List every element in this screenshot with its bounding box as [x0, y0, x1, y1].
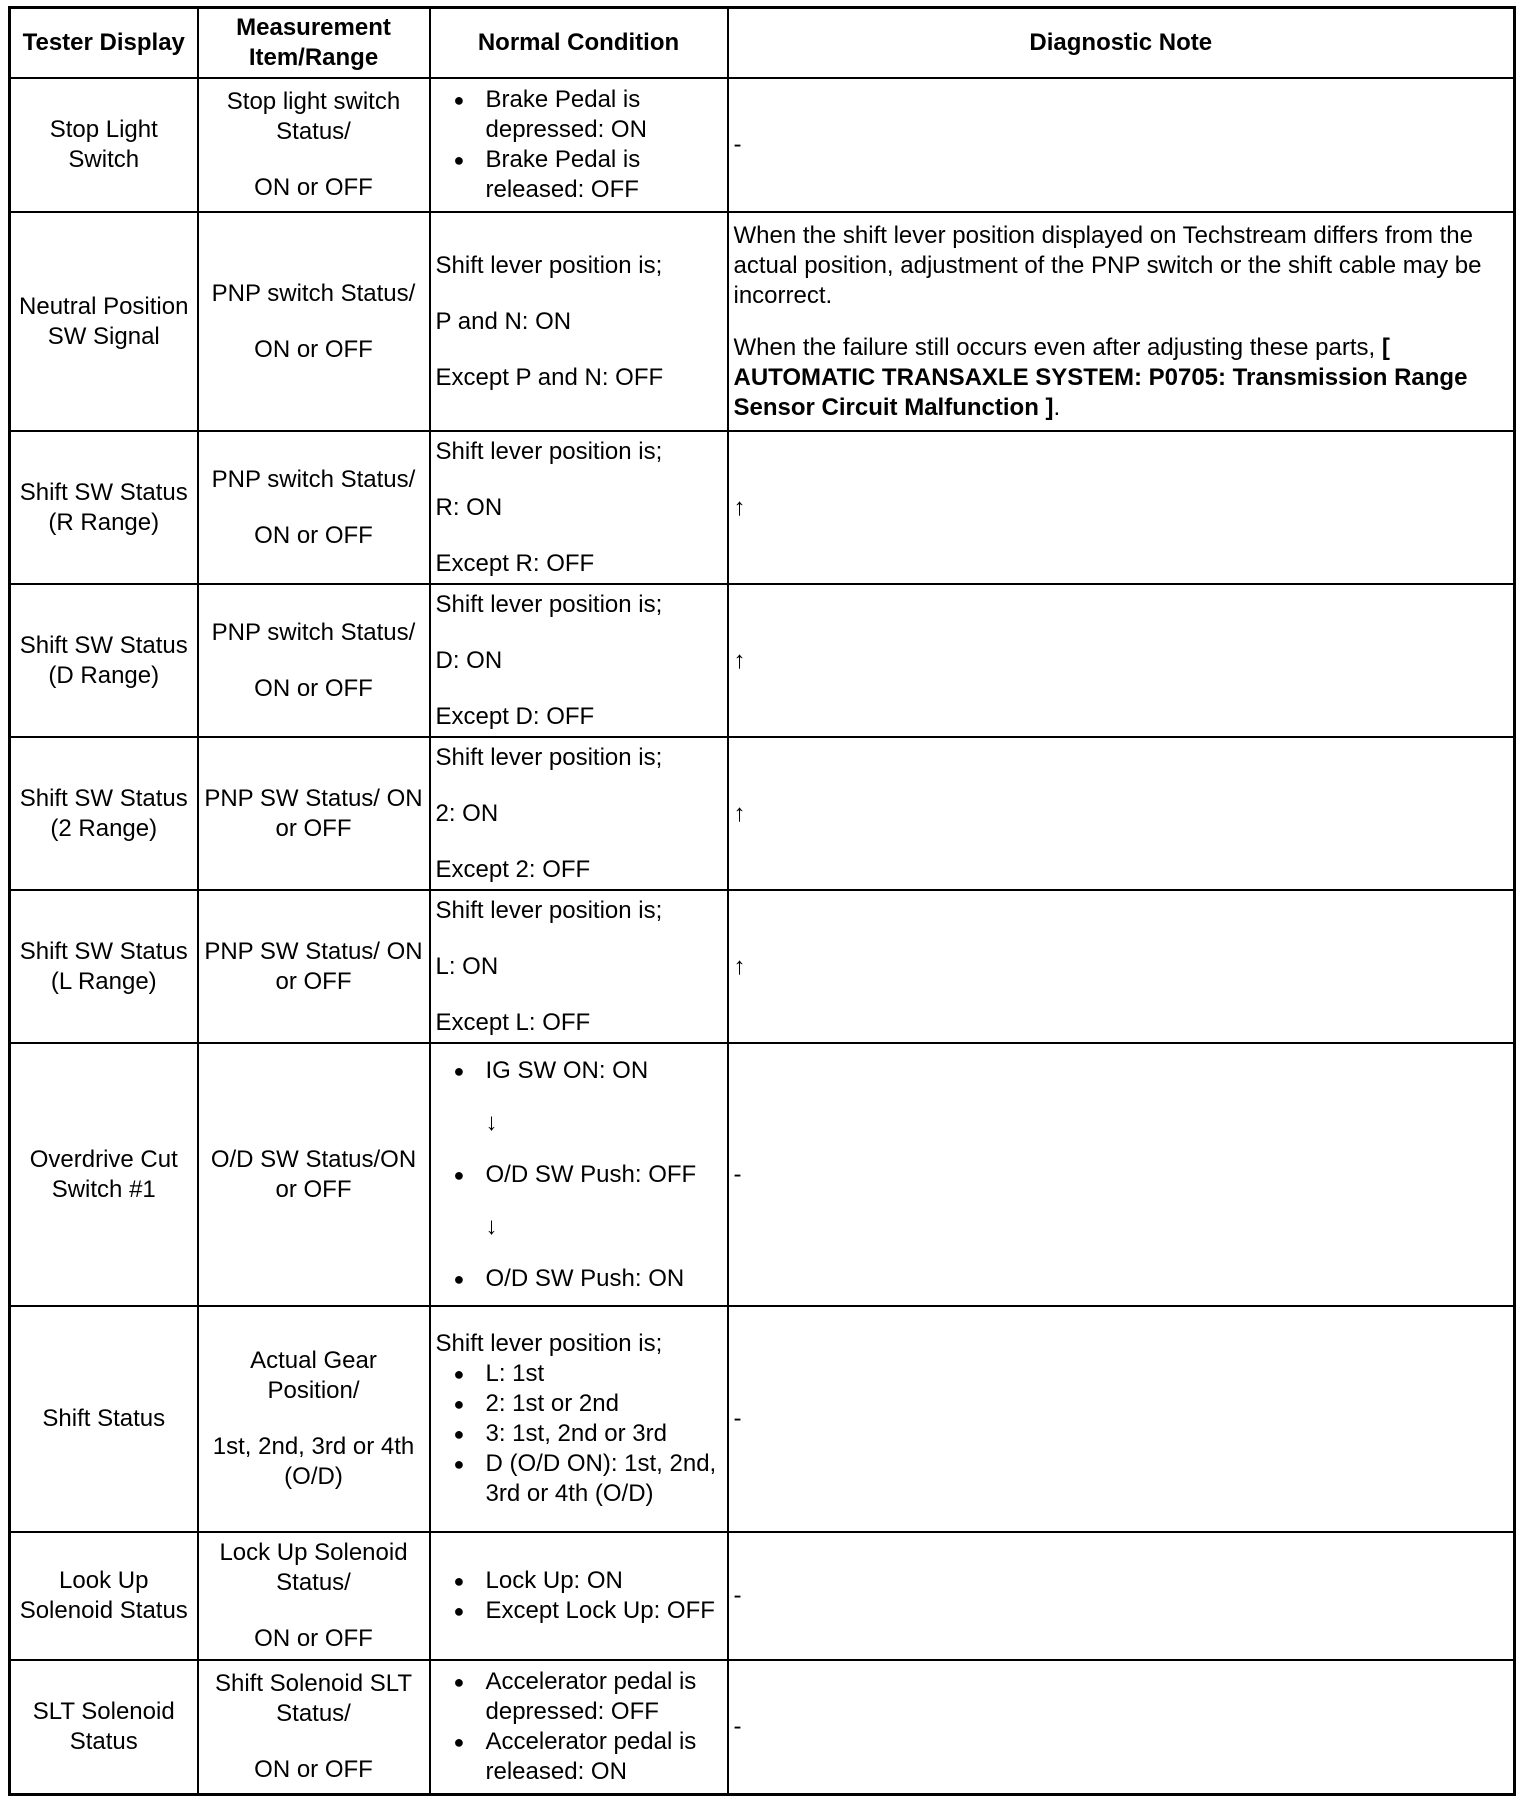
condition-line: Shift lever position is; — [435, 1330, 663, 1357]
condition-line: Except 2: OFF — [435, 855, 591, 883]
table-row — [10, 212, 1515, 431]
normal-condition-cell — [430, 431, 728, 584]
table-row — [10, 737, 1515, 890]
measurement-text: Shift Solenoid SLT Status/ — [214, 1669, 412, 1727]
table-row — [10, 584, 1515, 737]
tester-display-cell: Neutral Position SW Signal — [10, 212, 198, 431]
condition-bullet: ● O/D SW Push: OFF — [436, 1160, 722, 1190]
condition-bullet: ● Lock Up: ON — [436, 1566, 722, 1596]
diagnostic-note-cell: - — [728, 78, 1515, 212]
condition-line: Except R: OFF — [435, 549, 595, 577]
measurement-cell: O/D SW Status/ON or OFF — [198, 1043, 430, 1306]
tester-display-cell: Shift SW Status (2 Range) — [10, 737, 198, 890]
normal-condition-cell — [430, 78, 728, 212]
diagnostic-note-cell: - — [728, 1306, 1515, 1532]
condition-line: Shift lever position is; — [435, 590, 663, 618]
condition-line: 2: ON — [435, 799, 499, 827]
table-row — [10, 890, 1515, 1043]
condition-line: Except P and N: OFF — [435, 363, 664, 391]
normal-condition-cell — [430, 1532, 728, 1660]
note-text: When the failure still occurs even after adjusting these parts, — [733, 333, 1376, 361]
table-row — [10, 1043, 1515, 1306]
measurement-cell: PNP SW Status/ ON or OFF — [198, 737, 430, 890]
normal-condition-cell — [430, 1043, 728, 1306]
header-normal-condition: Normal Condition — [430, 8, 728, 79]
measurement-text: PNP switch Status/ — [211, 279, 416, 307]
condition-line: D: ON — [435, 646, 503, 674]
diagnostic-table — [8, 6, 1516, 1796]
measurement-cell — [198, 1306, 430, 1532]
condition-bullet: ● Brake Pedal is released: OFF — [436, 145, 722, 205]
table-row — [10, 1306, 1515, 1532]
measurement-text: Stop light switch Status/ — [226, 88, 401, 145]
condition-line: Shift lever position is; — [435, 251, 663, 279]
normal-condition-cell — [430, 584, 728, 737]
condition-bullet: ● IG SW ON: ON — [436, 1056, 722, 1086]
measurement-cell — [198, 584, 430, 737]
measurement-range: ON or OFF — [254, 1625, 373, 1652]
diagnostic-note-cell: ↑ — [728, 431, 1515, 584]
diagnostic-note-cell: - — [728, 1532, 1515, 1660]
tester-display-cell: Shift SW Status (R Range) — [10, 431, 198, 584]
measurement-cell: PNP SW Status/ ON or OFF — [198, 890, 430, 1043]
header-row — [10, 8, 1515, 79]
diagnostic-note-cell: - — [728, 1660, 1515, 1794]
measurement-range: ON or OFF — [254, 521, 373, 549]
condition-bullet: ● Brake Pedal is depressed: ON — [436, 85, 722, 145]
condition-line: Shift lever position is; — [435, 437, 663, 465]
condition-bullet: ● Except Lock Up: OFF — [436, 1596, 722, 1626]
normal-condition-cell — [430, 212, 728, 431]
tester-display-cell: Look Up Solenoid Status — [10, 1532, 198, 1660]
diagnostic-note-cell: ↑ — [728, 737, 1515, 890]
condition-bullet: ● L: 1st — [436, 1359, 722, 1389]
measurement-text: Actual Gear Position/ — [250, 1347, 377, 1404]
condition-bullet: ● Accelerator pedal is released: ON — [436, 1727, 722, 1787]
measurement-cell — [198, 78, 430, 212]
measurement-range: ON or OFF — [254, 1755, 373, 1783]
tester-display-cell: Shift SW Status (D Range) — [10, 584, 198, 737]
diagnostic-note-cell — [728, 212, 1515, 431]
diagnostic-note-cell: ↑ — [728, 890, 1515, 1043]
condition-line: Except L: OFF — [435, 1008, 591, 1036]
header-measurement: Measurement Item/Range — [198, 8, 430, 79]
diagnostic-note-cell: ↑ — [728, 584, 1515, 737]
condition-line: Except D: OFF — [435, 702, 595, 730]
table-row — [10, 1532, 1515, 1660]
condition-bullet: ● Accelerator pedal is depressed: OFF — [436, 1667, 722, 1727]
measurement-range: 1st, 2nd, 3rd or 4th (O/D) — [212, 1433, 415, 1490]
reference-link[interactable]: [ AUTOMATIC TRANSAXLE SYSTEM: P0705: Transmission Range Sensor Circuit Malfunction ] — [733, 333, 1468, 421]
condition-line: P and N: ON — [435, 307, 572, 335]
diagnostic-note-cell: - — [728, 1043, 1515, 1306]
normal-condition-cell — [430, 890, 728, 1043]
measurement-text: Lock Up Solenoid Status/ — [219, 1539, 408, 1596]
measurement-cell — [198, 1532, 430, 1660]
note-text: . — [1053, 393, 1061, 421]
condition-bullet: ● D (O/D ON): 1st, 2nd, 3rd or 4th (O/D) — [436, 1449, 722, 1509]
condition-line: Shift lever position is; — [435, 743, 663, 771]
table-row — [10, 431, 1515, 584]
note-paragraph — [734, 333, 1509, 423]
measurement-cell — [198, 1660, 430, 1794]
tester-display-cell: Stop Light Switch — [10, 78, 198, 212]
down-arrow-icon: ↓ — [485, 1108, 498, 1136]
tester-display-cell: SLT Solenoid Status — [10, 1660, 198, 1794]
condition-bullet: ● O/D SW Push: ON — [436, 1264, 722, 1294]
condition-line: Shift lever position is; — [435, 896, 663, 924]
measurement-text: PNP switch Status/ — [211, 618, 416, 646]
normal-condition-cell — [430, 1660, 728, 1794]
table-row — [10, 1660, 1515, 1794]
table-row — [10, 78, 1515, 212]
normal-condition-cell — [430, 737, 728, 890]
measurement-text: PNP switch Status/ — [211, 465, 416, 493]
down-arrow-icon: ↓ — [485, 1212, 498, 1240]
measurement-range: ON or OFF — [254, 335, 373, 363]
measurement-cell — [198, 431, 430, 584]
measurement-range: ON or OFF — [254, 174, 373, 201]
condition-line: R: ON — [435, 493, 503, 521]
condition-bullet: ● 3: 1st, 2nd or 3rd — [436, 1419, 722, 1449]
note-paragraph: When the shift lever position displayed on Techstream differs from the actual position, adjustment of the PNP switch or the shift cable may be incorrect. — [733, 221, 1482, 309]
condition-line: L: ON — [435, 952, 499, 980]
measurement-range: ON or OFF — [254, 674, 373, 702]
header-tester-display: Tester Display — [10, 8, 198, 79]
condition-bullet: ● 2: 1st or 2nd — [436, 1389, 722, 1419]
tester-display-cell: Shift Status — [10, 1306, 198, 1532]
normal-condition-cell — [430, 1306, 728, 1532]
tester-display-cell: Shift SW Status (L Range) — [10, 890, 198, 1043]
header-diagnostic-note: Diagnostic Note — [728, 8, 1515, 79]
tester-display-cell: Overdrive Cut Switch #1 — [10, 1043, 198, 1306]
measurement-cell — [198, 212, 430, 431]
